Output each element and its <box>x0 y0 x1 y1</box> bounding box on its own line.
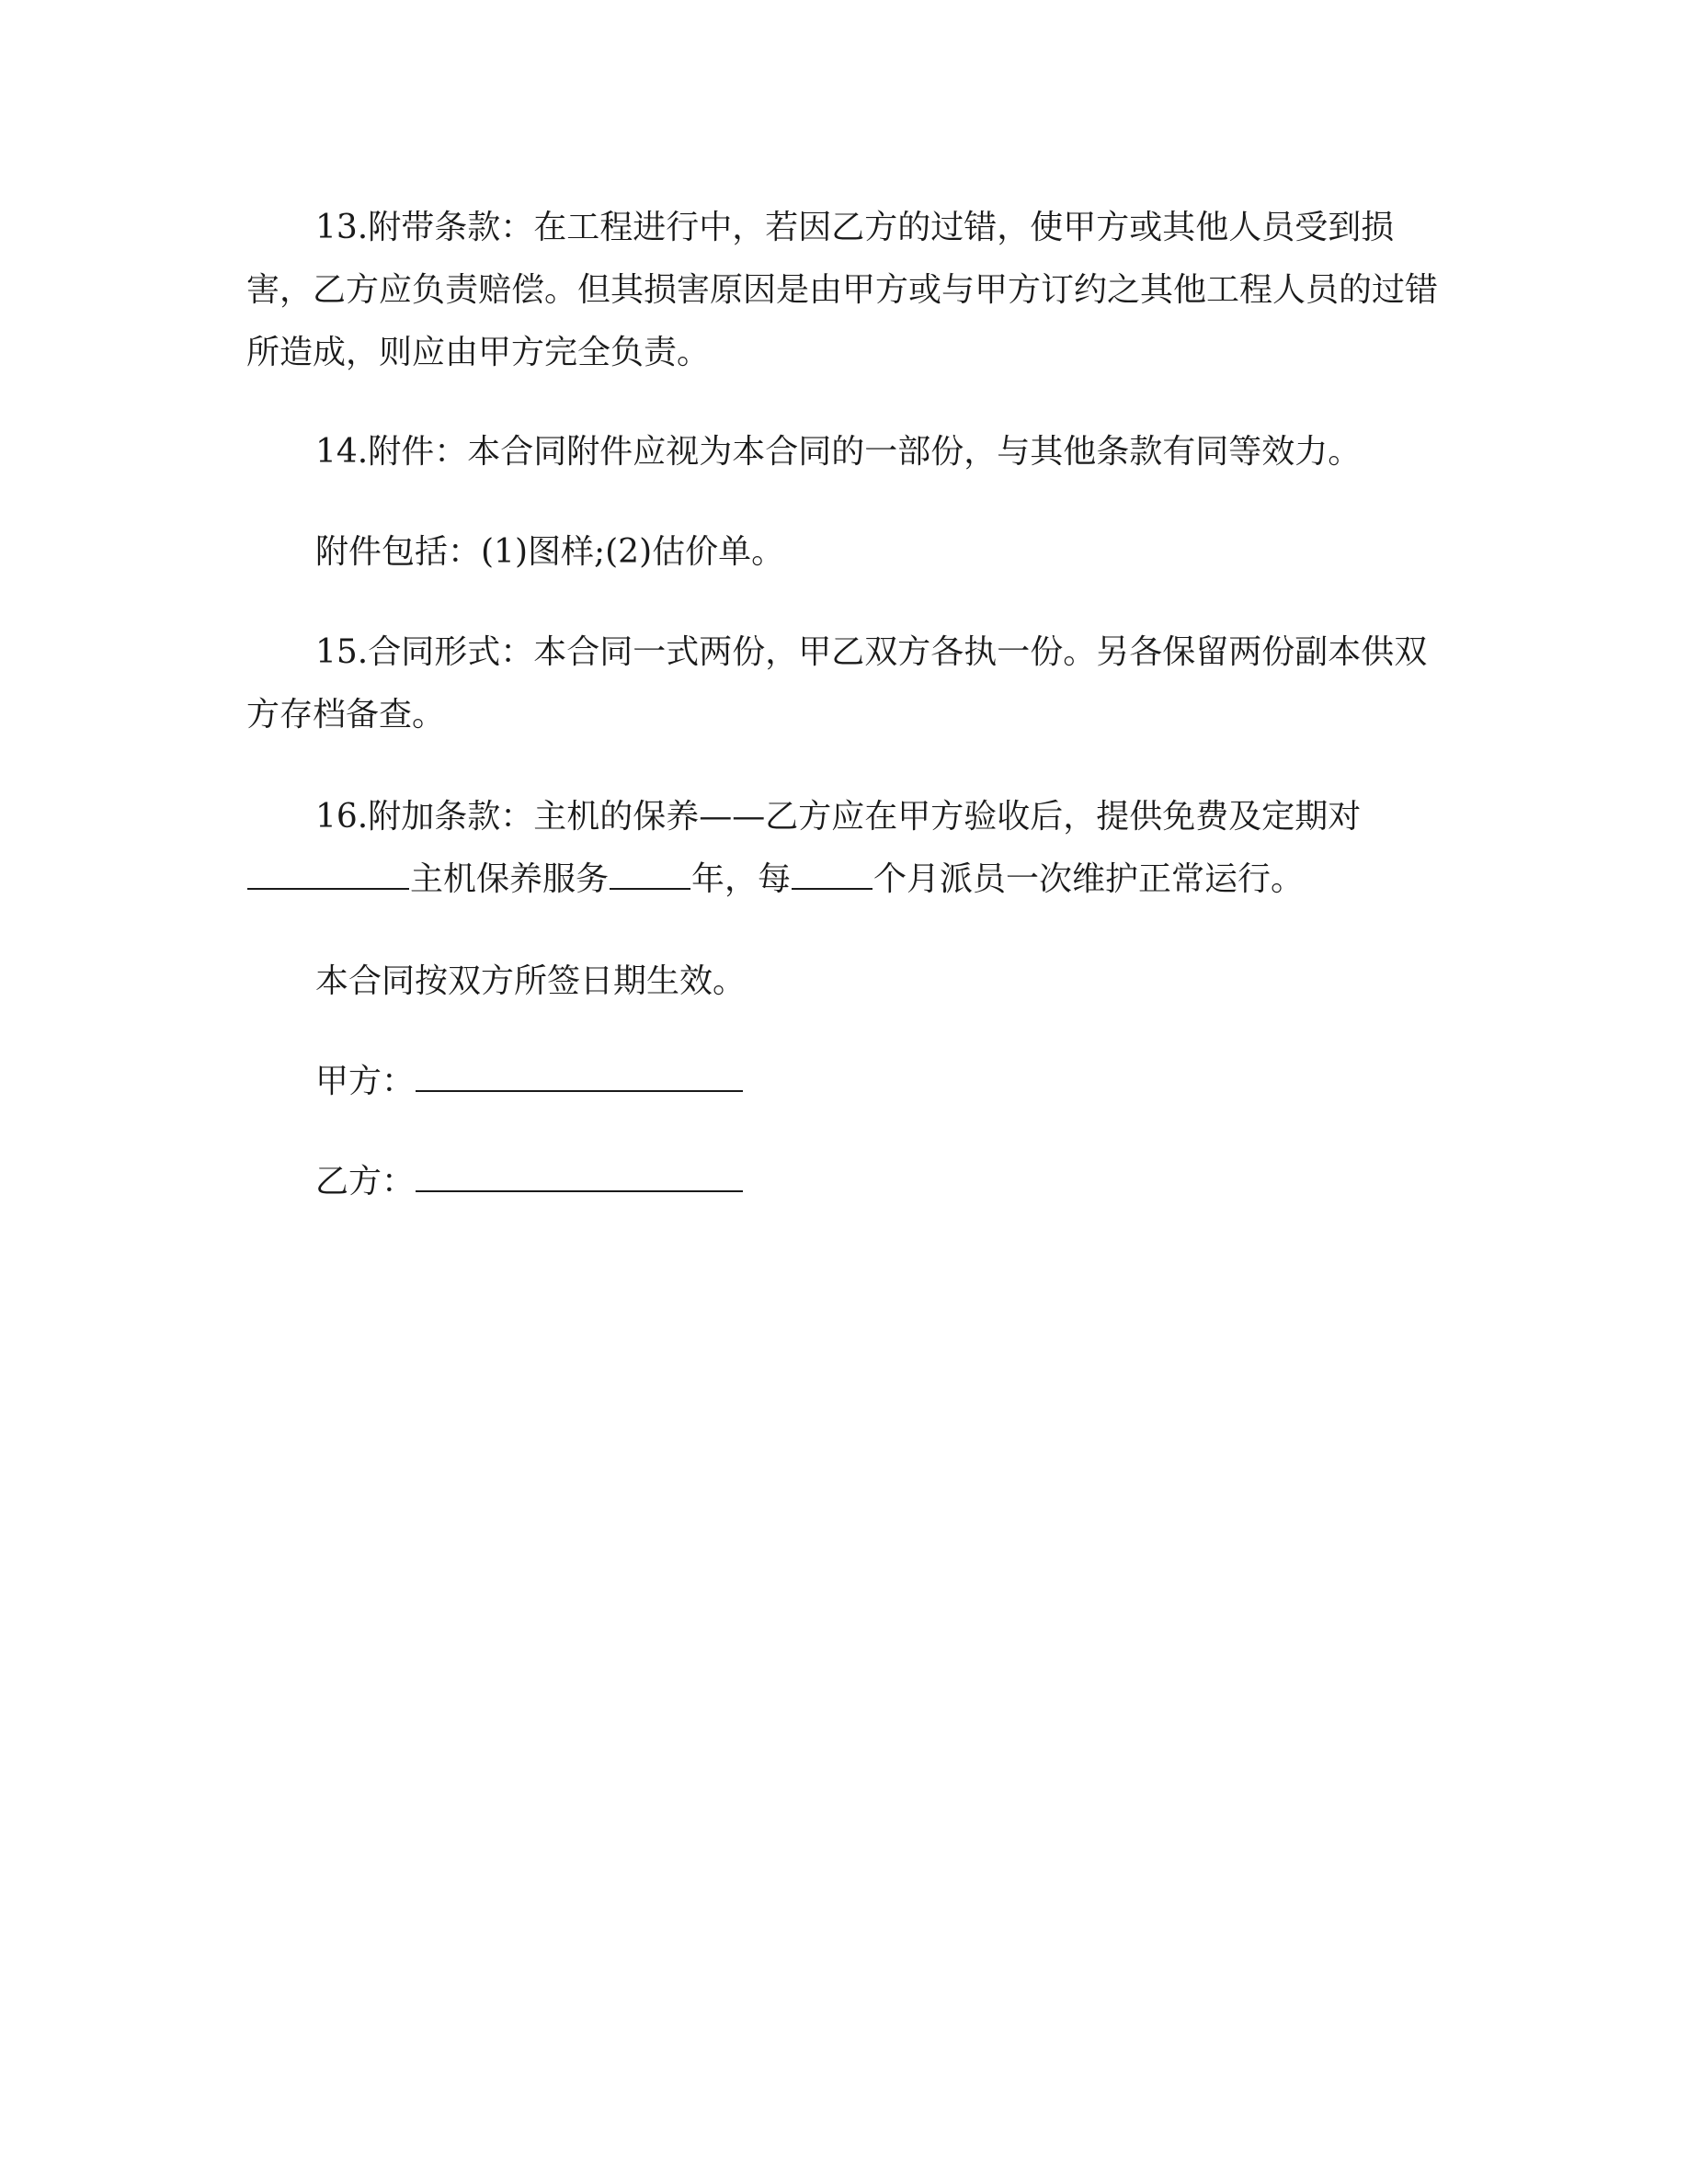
clause-16 <box>246 786 1442 911</box>
clause-16-line-2 <box>246 848 1442 911</box>
clause-16-line-1: 16.附加条款：主机的保养——乙方应在甲方验收后，提供免费及定期对 <box>315 798 1362 836</box>
attachments-line-1: 附件包括：(1)图样;(2)估价单。 <box>315 533 785 571</box>
blank-months-field <box>792 851 873 890</box>
party-a-signature <box>246 1051 1442 1113</box>
clause-16-part-c: 个月派员一次维护正常运行。 <box>873 860 1305 898</box>
blank-years-field <box>610 851 690 890</box>
party-a-line <box>246 1051 1442 1113</box>
clause-15-line-2: 方存档备查。 <box>246 696 446 734</box>
attachments-list <box>246 521 1442 584</box>
party-b-label: 乙方： <box>315 1163 416 1200</box>
clause-15-line-1: 15.合同形式：本合同一式两份，甲乙双方各执一份。另各保留两份副本供双 <box>315 633 1428 671</box>
clause-14 <box>246 421 1442 483</box>
clause-13 <box>246 197 1442 384</box>
party-a-signature-blank <box>416 1053 743 1092</box>
clause-16-part-b: 年，每 <box>691 860 792 898</box>
clause-16-part-a: 主机保养服务 <box>410 860 610 898</box>
party-b-signature <box>246 1151 1442 1213</box>
clause-14-line-1: 14.附件：本合同附件应视为本合同的一部份，与其他条款有同等效力。 <box>315 433 1362 471</box>
blank-host-field <box>247 851 409 890</box>
party-b-line <box>246 1151 1442 1213</box>
party-b-signature-blank <box>416 1154 743 1192</box>
clause-13-line-2: 害，乙方应负责赔偿。但其损害原因是由甲方或与甲方订约之其他工程人员的过错 <box>246 271 1439 309</box>
clause-13-line-1: 13.附带条款：在工程进行中，若因乙方的过错，使甲方或其他人员受到损 <box>315 209 1395 246</box>
effective-line-1: 本合同按双方所签日期生效。 <box>315 962 747 1000</box>
effective-clause <box>246 950 1442 1013</box>
clause-13-line-3: 所造成，则应由甲方完全负责。 <box>246 334 711 371</box>
clause-15 <box>246 621 1442 746</box>
party-a-label: 甲方： <box>315 1063 416 1100</box>
